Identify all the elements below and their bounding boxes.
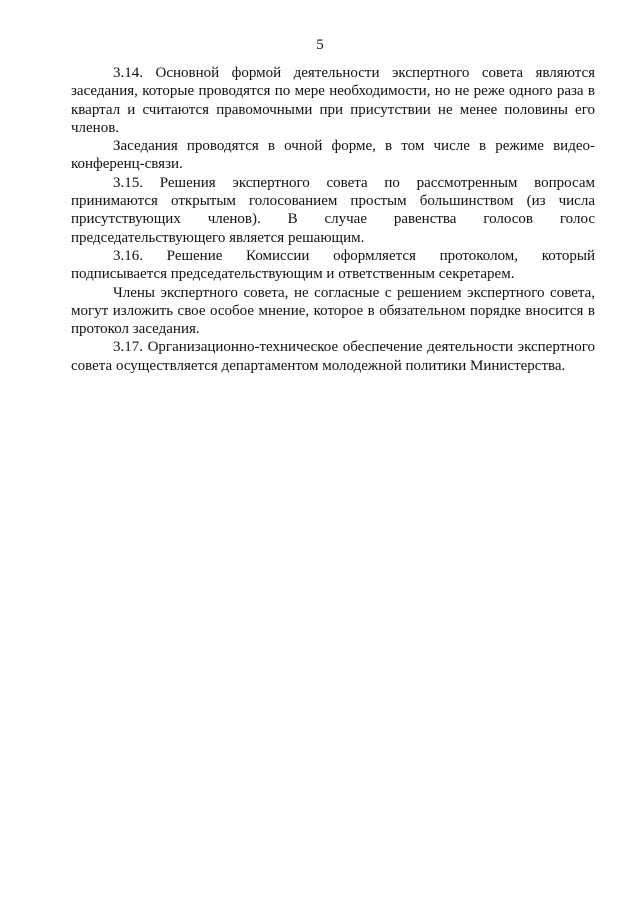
paragraph-meeting-format: Заседания проводятся в очной форме, в том числе в режиме видео-конференц-связи. [71,138,595,173]
paragraph-3-15: 3.15. Решения экспертного совета по рассмотренным вопросам принимаются открытым голосованием простым большинством (из числа присутствующих членов). В случае равенства голосов голос председательствующего является решающим. [71,174,595,246]
paragraph-dissenting-opinion: Члены экспертного совета, не согласные с решением экспертного совета, могут изложить свое особое мнение, которое в обязательном порядке вносится в протокол заседания. [71,284,595,338]
paragraph-3-17: 3.17. Организационно-техническое обеспечение деятельности экспертного совета осуществляется департаментом молодежной политики Министерства. [71,339,595,374]
page-number: 5 [316,37,324,53]
paragraph-3-14: 3.14. Основной формой деятельности экспертного совета являются заседания, которые проводятся по мере необходимости, но не реже одного раза в квартал и считаются правомочными при присутствии не менее половины его членов. [71,65,595,136]
paragraph-3-16: 3.16. Решение Комиссии оформляется протоколом, который подписывается председательствующим и ответственным секретарем. [71,247,595,283]
document-body [71,64,595,375]
